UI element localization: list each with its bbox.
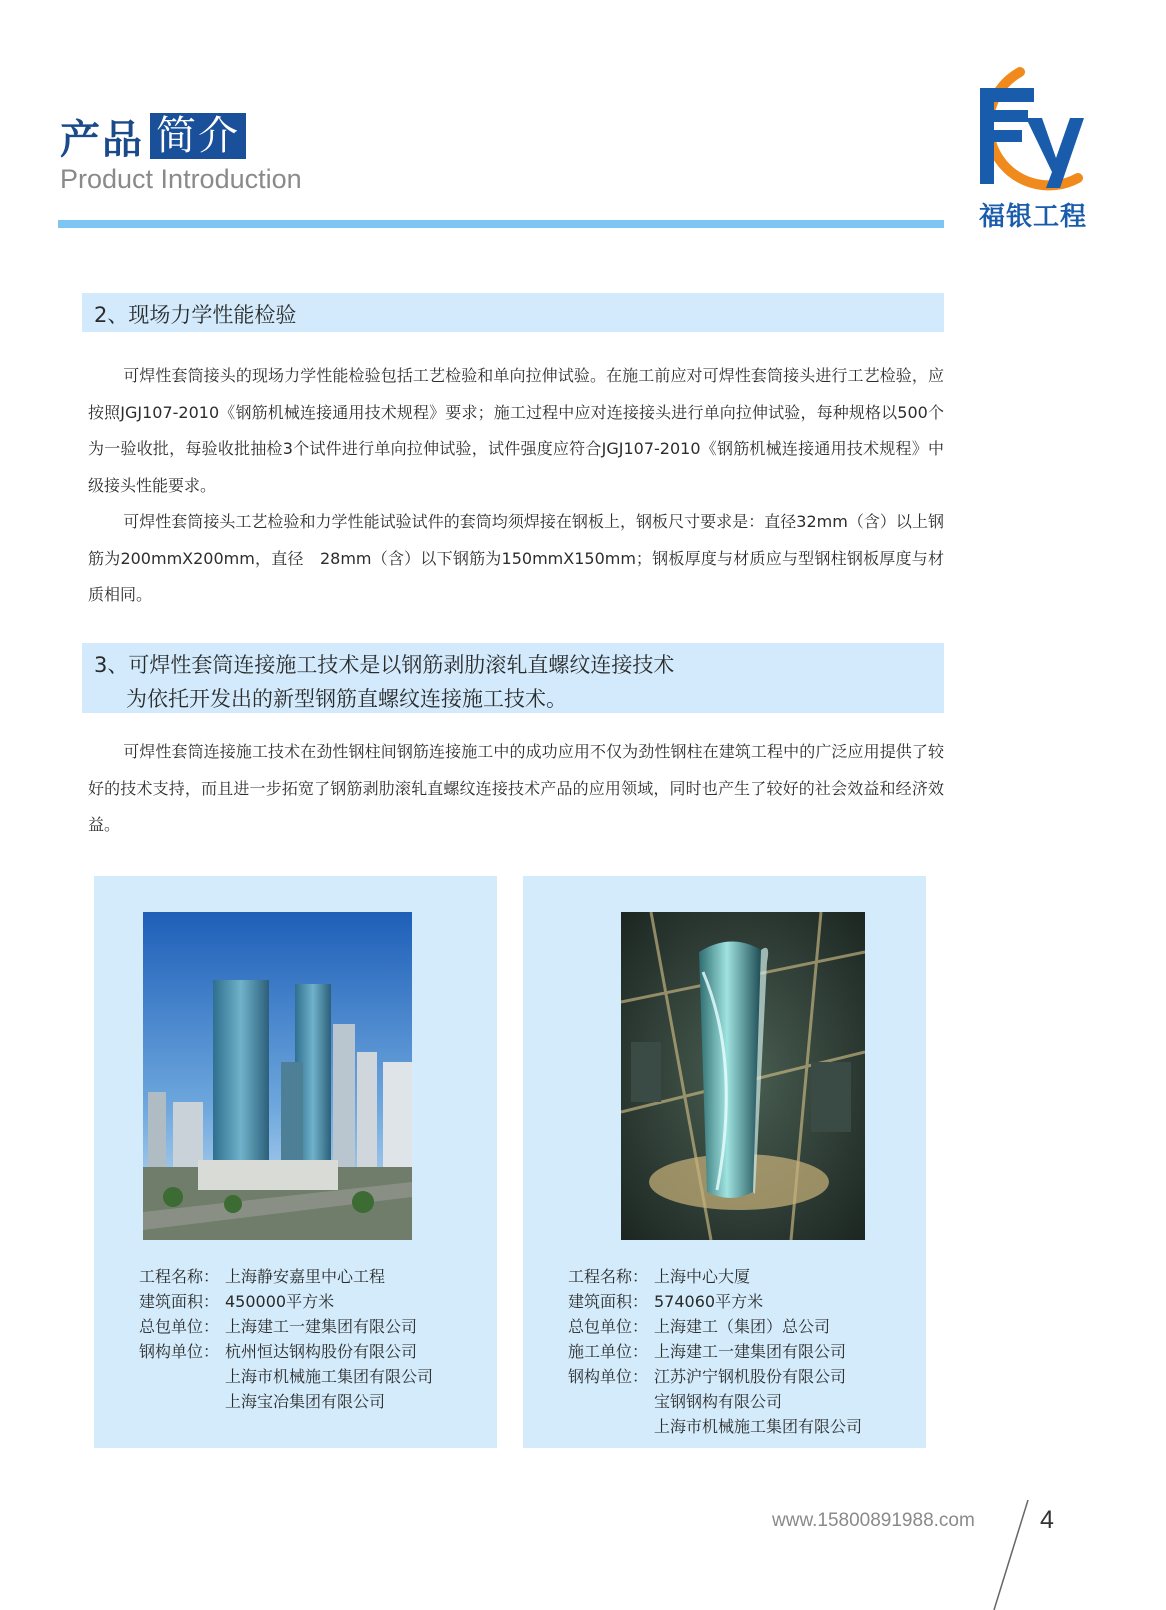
project-info-value: 上海建工一建集团有限公司: [225, 1317, 418, 1336]
project-info-2: [568, 1264, 862, 1439]
project-info-key: 总包单位：: [139, 1317, 220, 1336]
project-info-row: [568, 1264, 862, 1289]
page-title: [60, 112, 246, 163]
project-info-row: [139, 1364, 433, 1389]
project-info-value: 上海建工（集团）总公司: [654, 1317, 831, 1336]
project-info-key: 总包单位：: [568, 1317, 649, 1336]
project-info-key: 施工单位：: [568, 1342, 649, 1361]
project-info-row: [568, 1314, 862, 1339]
footer-divider-slash: [990, 1500, 1030, 1610]
project-info-key: 工程名称：: [568, 1267, 649, 1286]
project-info-row: [139, 1339, 433, 1364]
project-info-row: [568, 1414, 862, 1439]
project-info-value: 上海市机械施工集团有限公司: [654, 1417, 863, 1436]
project-info-value: 上海中心大厦: [654, 1267, 751, 1286]
project-info-row: [139, 1264, 433, 1289]
section-3-heading-line2: 为依托开发出的新型钢筋直螺纹连接施工技术。: [126, 687, 567, 711]
header-divider: [58, 220, 944, 228]
building-photo-jingan-kerry: [143, 912, 412, 1240]
project-card-jingan-kerry: [94, 876, 497, 1448]
section-2-paragraph-1: 可焊性套筒接头的现场力学性能检验包括工艺检验和单向拉伸试验。在施工前应对可焊性套筒接头进行工艺检验，应按照JGJ107-2010《钢筋机械连接通用技术规程》要求；施工过程中应对连接接头进行单向拉伸试验，每种规格以500个为一验收批，每验收批抽检3个试件进行单向拉伸试验，试件强度应符合JGJ107-2010《钢筋机械连接通用技术规程》中级接头性能要求。: [88, 366, 944, 495]
page-subtitle-en: Product Introduction: [60, 164, 302, 194]
project-info-row: [568, 1289, 862, 1314]
project-info-row: [139, 1389, 433, 1414]
project-info-value: 江苏沪宁钢机股份有限公司: [654, 1367, 847, 1386]
project-info-value: 450000平方米: [225, 1292, 335, 1311]
project-info-key: [139, 1389, 225, 1414]
section-3-header: [82, 643, 944, 713]
project-info-value: 上海宝冶集团有限公司: [225, 1392, 386, 1411]
project-info-key: 钢构单位：: [568, 1367, 649, 1386]
project-info-row: [568, 1389, 862, 1414]
project-info-key: [568, 1414, 654, 1439]
title-cn-part1: 产品: [60, 116, 144, 163]
project-info-value: 上海建工一建集团有限公司: [654, 1342, 847, 1361]
project-info-key: 建筑面积：: [139, 1292, 220, 1311]
title-cn-part2-highlight: 简介: [150, 113, 246, 159]
project-info-value: 宝钢钢构有限公司: [654, 1392, 783, 1411]
project-info-key: 建筑面积：: [568, 1292, 649, 1311]
page-number: 4: [1040, 1506, 1054, 1534]
project-info-row: [568, 1339, 862, 1364]
project-info-1: [139, 1264, 433, 1414]
section-2-heading: 2、现场力学性能检验: [94, 303, 297, 327]
section-2-header: [82, 293, 944, 332]
section-2-paragraph-2: 可焊性套筒接头工艺检验和力学性能试验试件的套筒均须焊接在钢板上，钢板尺寸要求是：直径32mm（含）以上钢筋为200mmX200mm，直径 28mm（含）以下钢筋为150mmX150mm；钢板厚度与材质应与型钢柱钢板厚度与材质相同。: [88, 512, 944, 604]
project-info-key: 工程名称：: [139, 1267, 220, 1286]
project-info-key: [568, 1389, 654, 1414]
project-card-shanghai-tower: [523, 876, 926, 1448]
project-info-row: [139, 1289, 433, 1314]
project-info-value: 上海静安嘉里中心工程: [225, 1267, 386, 1286]
section-3-heading-line1: 3、可焊性套筒连接施工技术是以钢筋剥肋滚轧直螺纹连接技术: [94, 653, 675, 677]
project-info-value: 杭州恒达钢构股份有限公司: [225, 1342, 418, 1361]
project-info-key: 钢构单位：: [139, 1342, 220, 1361]
project-info-key: [139, 1364, 225, 1389]
project-info-value: 574060平方米: [654, 1292, 764, 1311]
project-info-row: [139, 1314, 433, 1339]
project-info-value: 上海市机械施工集团有限公司: [225, 1367, 434, 1386]
project-info-row: [568, 1364, 862, 1389]
company-logo-text: 福银工程: [978, 202, 1087, 232]
building-photo-shanghai-tower: [621, 912, 865, 1240]
footer-website-link[interactable]: www.15800891988.com: [772, 1510, 975, 1531]
section-3-paragraph: 可焊性套筒连接施工技术在劲性钢柱间钢筋连接施工中的成功应用不仅为劲性钢柱在建筑工程中的广泛应用提供了较好的技术支持，而且进一步拓宽了钢筋剥肋滚轧直螺纹连接技术产品的应用领域，同时也产生了较好的社会效益和经济效益。: [88, 742, 944, 834]
